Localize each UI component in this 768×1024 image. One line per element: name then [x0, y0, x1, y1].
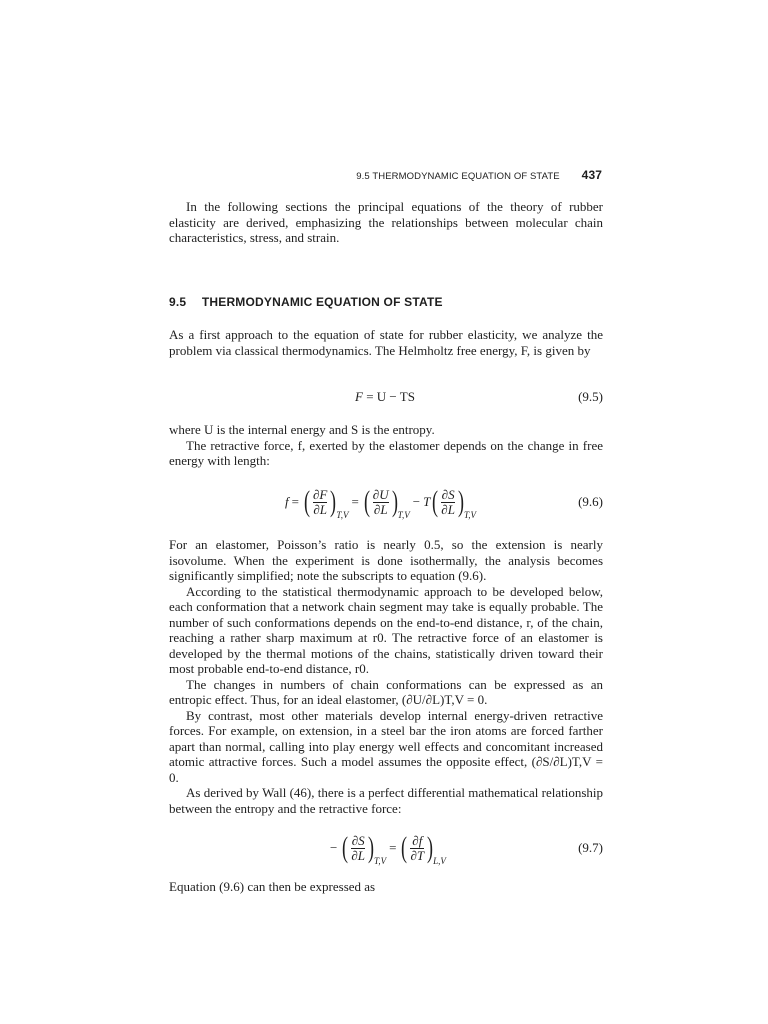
section-heading: [169, 295, 443, 309]
para2b-text: The retractive force, f, exerted by the elastomer depends on the change in free energy with length:: [169, 437, 603, 468]
eq97-subscript-left: T,V: [374, 856, 387, 866]
eq96-subscript-3: T,V: [463, 510, 477, 520]
running-header: [356, 168, 602, 182]
intro-text: In the following sections the principal equations of the theory of rubber elasticity are derived, emphasizing the relationships between molecular chain characteristics, stress, and strain.: [169, 199, 603, 245]
body-paragraphs: [169, 537, 603, 816]
para3-text: For an elastomer, Poisson’s ratio is nearly 0.5, so the extension is nearly isovolume. When the experiment is done isothermally, the analysis becomes significantly simplified; note the subscripts to equation (9.6).: [169, 537, 603, 583]
equation-9-7: [169, 828, 603, 868]
paragraph-helmholtz: [169, 327, 603, 358]
paragraph-retractive: [169, 422, 603, 469]
equation-9-6-body: f = ( $\frac{\partial F}{\partial L}$ ) T,V = ( $\frac{\partial U}{\partial L}$ ) T,V − T ( $\frac{\partial S}{\partial L}$ ) T,V: [285, 485, 477, 520]
page-number: 437: [581, 168, 602, 182]
equation-9-5-body: [355, 377, 415, 417]
para6-text: By contrast, most other materials develop internal energy-driven retractive forces. For example, on extension, in a steel bar the iron atoms are forced farther apart than normal, calling into play energy well effects and concomitant increased atomic attractive forces. Such a model assumes the opposite effect, (∂S/∂L)T,V = 0.: [169, 707, 603, 785]
intro-paragraph: [169, 199, 603, 246]
equation-number-9-6: (9.6): [578, 494, 603, 509]
para4-text: According to the statistical thermodynamic approach to be developed below, each conformation that a network chain segment may take is equally probable. The number of such conformations depends on the end-to-end distance, r, of the chain, reaching a rather sharp maximum at r0. The retractive force of an elastomer is developed by the thermal motions of the chains, statistically driven toward their most probable end-to-end distance, r0.: [169, 583, 603, 676]
eq96-subscript-1: T,V: [336, 510, 349, 520]
equation-number-9-7: (9.7): [578, 840, 603, 855]
eq95-lhs: F: [355, 389, 363, 404]
para7-text: As derived by Wall (46), there is a perfect differential mathematical relationship between the entropy and the retractive force:: [169, 785, 603, 816]
section-title: THERMODYNAMIC EQUATION OF STATE: [201, 295, 443, 309]
eq97-subscript-right: L,V: [433, 856, 446, 866]
equation-9-5: [169, 377, 603, 417]
eq96-subscript-2: T,V: [397, 510, 410, 520]
running-header-section: 9.5 THERMODYNAMIC EQUATION OF STATE: [356, 171, 560, 182]
para2a-text: where U is the internal energy and S is the entropy.: [169, 422, 435, 437]
equation-9-6: [169, 482, 603, 522]
paragraph-closing: [169, 879, 603, 895]
para5-text: The changes in numbers of chain conformations can be expressed as an entropic effect. Thus, for an ideal elastomer, (∂U/∂L)T,V = 0.: [169, 676, 603, 707]
para8-text: Equation (9.6) can then be expressed as: [169, 879, 376, 894]
equation-9-7-body: − ( $\frac{\partial S}{\partial L}$ ) T,V = ( $\frac{\partial f}{\partial T}$ ) L,V: [330, 831, 446, 866]
para1-text: As a first approach to the equation of state for rubber elasticity, we analyze the problem via classical thermodynamics. The Helmholtz free energy, F, is given by: [169, 327, 603, 358]
section-number: 9.5: [169, 295, 187, 309]
equation-number-9-5: (9.5): [578, 389, 603, 404]
eq95-rhs: = U − TS: [366, 389, 415, 404]
